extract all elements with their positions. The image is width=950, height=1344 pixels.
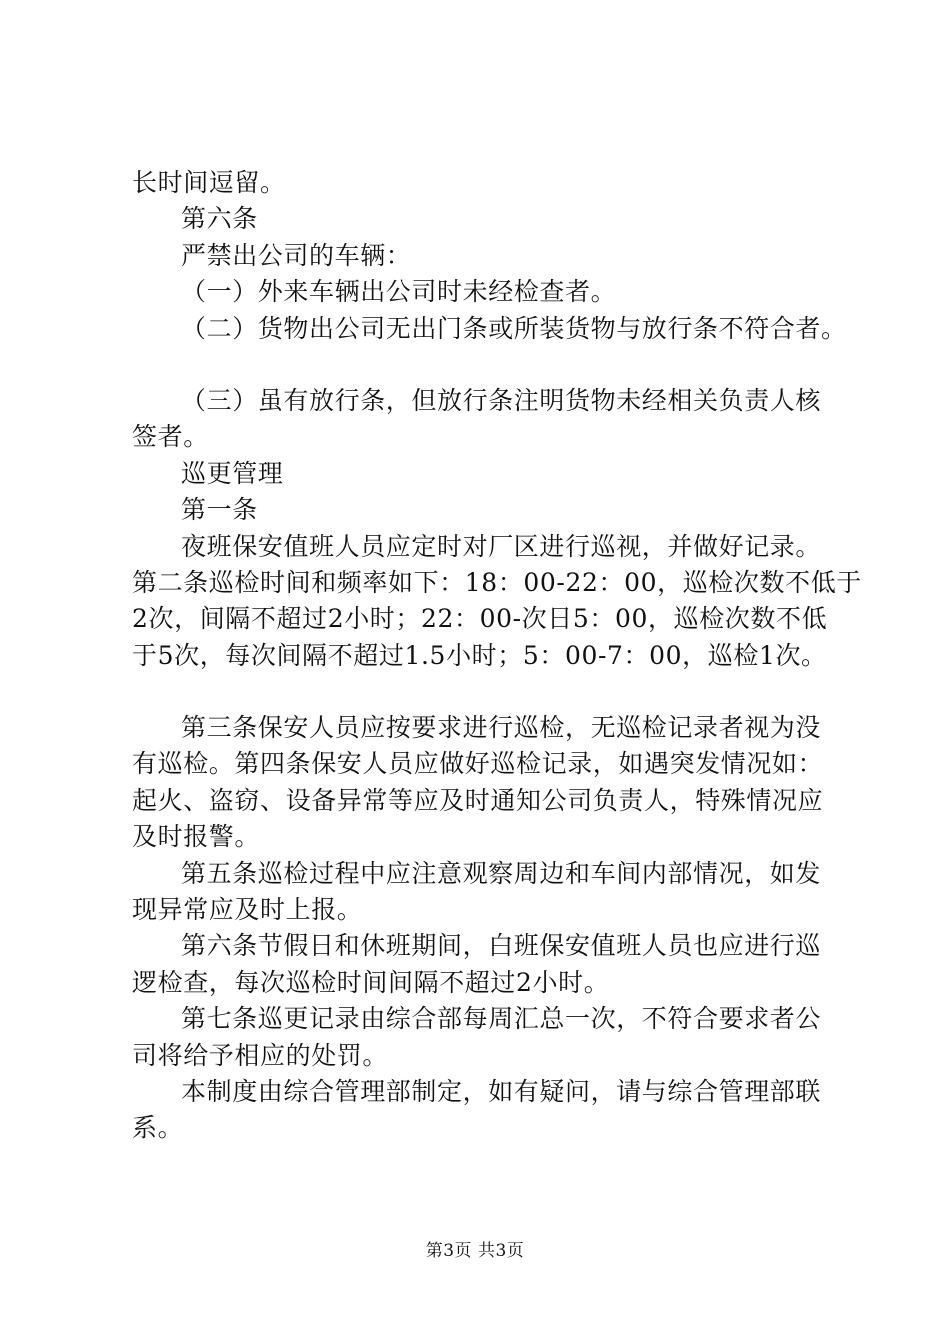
text-line: 系。 <box>132 1113 184 1143</box>
section-heading: 第六条 <box>181 204 258 234</box>
text-line: 第五条巡检过程中应注意观察周边和车间内部情况，如发 <box>181 858 822 888</box>
text-line: 司将给予相应的处罚。 <box>132 1040 389 1070</box>
list-item: （一）外来车辆出公司时未经检查者。 <box>181 277 617 307</box>
text-line: 第六条节假日和休班期间，白班保安值班人员也应进行巡 <box>181 931 822 961</box>
section-heading: 第一条 <box>181 495 258 525</box>
text-line: 起火、盗窃、设备异常等应及时通知公司负责人，特殊情况应 <box>132 785 824 815</box>
paragraph-gap <box>132 347 832 383</box>
list-item: （三）虽有放行条，但放行条注明货物未经相关负责人核 <box>181 385 822 415</box>
text-line: 严禁出公司的车辆： <box>181 240 412 270</box>
text-line: 签者。 <box>132 422 209 452</box>
text-line: 长时间逗留。 <box>132 168 286 197</box>
text-line: 于5次，每次间隔不超过1.5小时；5：00-7：00，巡检1次。 <box>132 640 827 670</box>
document-body <box>132 165 862 1147</box>
text-line: 及时报警。 <box>132 822 261 852</box>
text-line: 2次，间隔不超过2小时；22：00-次日5：00，巡检次数不低 <box>132 604 828 634</box>
list-item: （二）货物出公司无出门条或所装货物与放行条不符合者。 <box>181 313 847 343</box>
text-line: 有巡检。第四条保安人员应做好巡检记录，如遇突发情况如： <box>132 749 824 779</box>
text-line: 本制度由综合管理部制定，如有疑问，请与综合管理部联 <box>181 1076 822 1106</box>
text-line: 第二条巡检时间和频率如下：18：00-22：00，巡检次数不低于 <box>132 567 862 597</box>
text-line: 第三条保安人员应按要求进行巡检，无巡检记录者视为没 <box>181 713 822 743</box>
text-line: 逻检查，每次巡检时间间隔不超过2小时。 <box>132 967 610 997</box>
text-line: 夜班保安值班人员应定时对厂区进行巡视，并做好记录。 <box>181 531 822 561</box>
paragraph-gap <box>132 674 832 710</box>
section-heading: 巡更管理 <box>181 458 284 488</box>
text-line: 现异常应及时上报。 <box>132 895 363 925</box>
text-line: 第七条巡更记录由综合部每周汇总一次，不符合要求者公 <box>181 1004 822 1034</box>
page-footer: 第3页 共3页 <box>425 1241 525 1261</box>
